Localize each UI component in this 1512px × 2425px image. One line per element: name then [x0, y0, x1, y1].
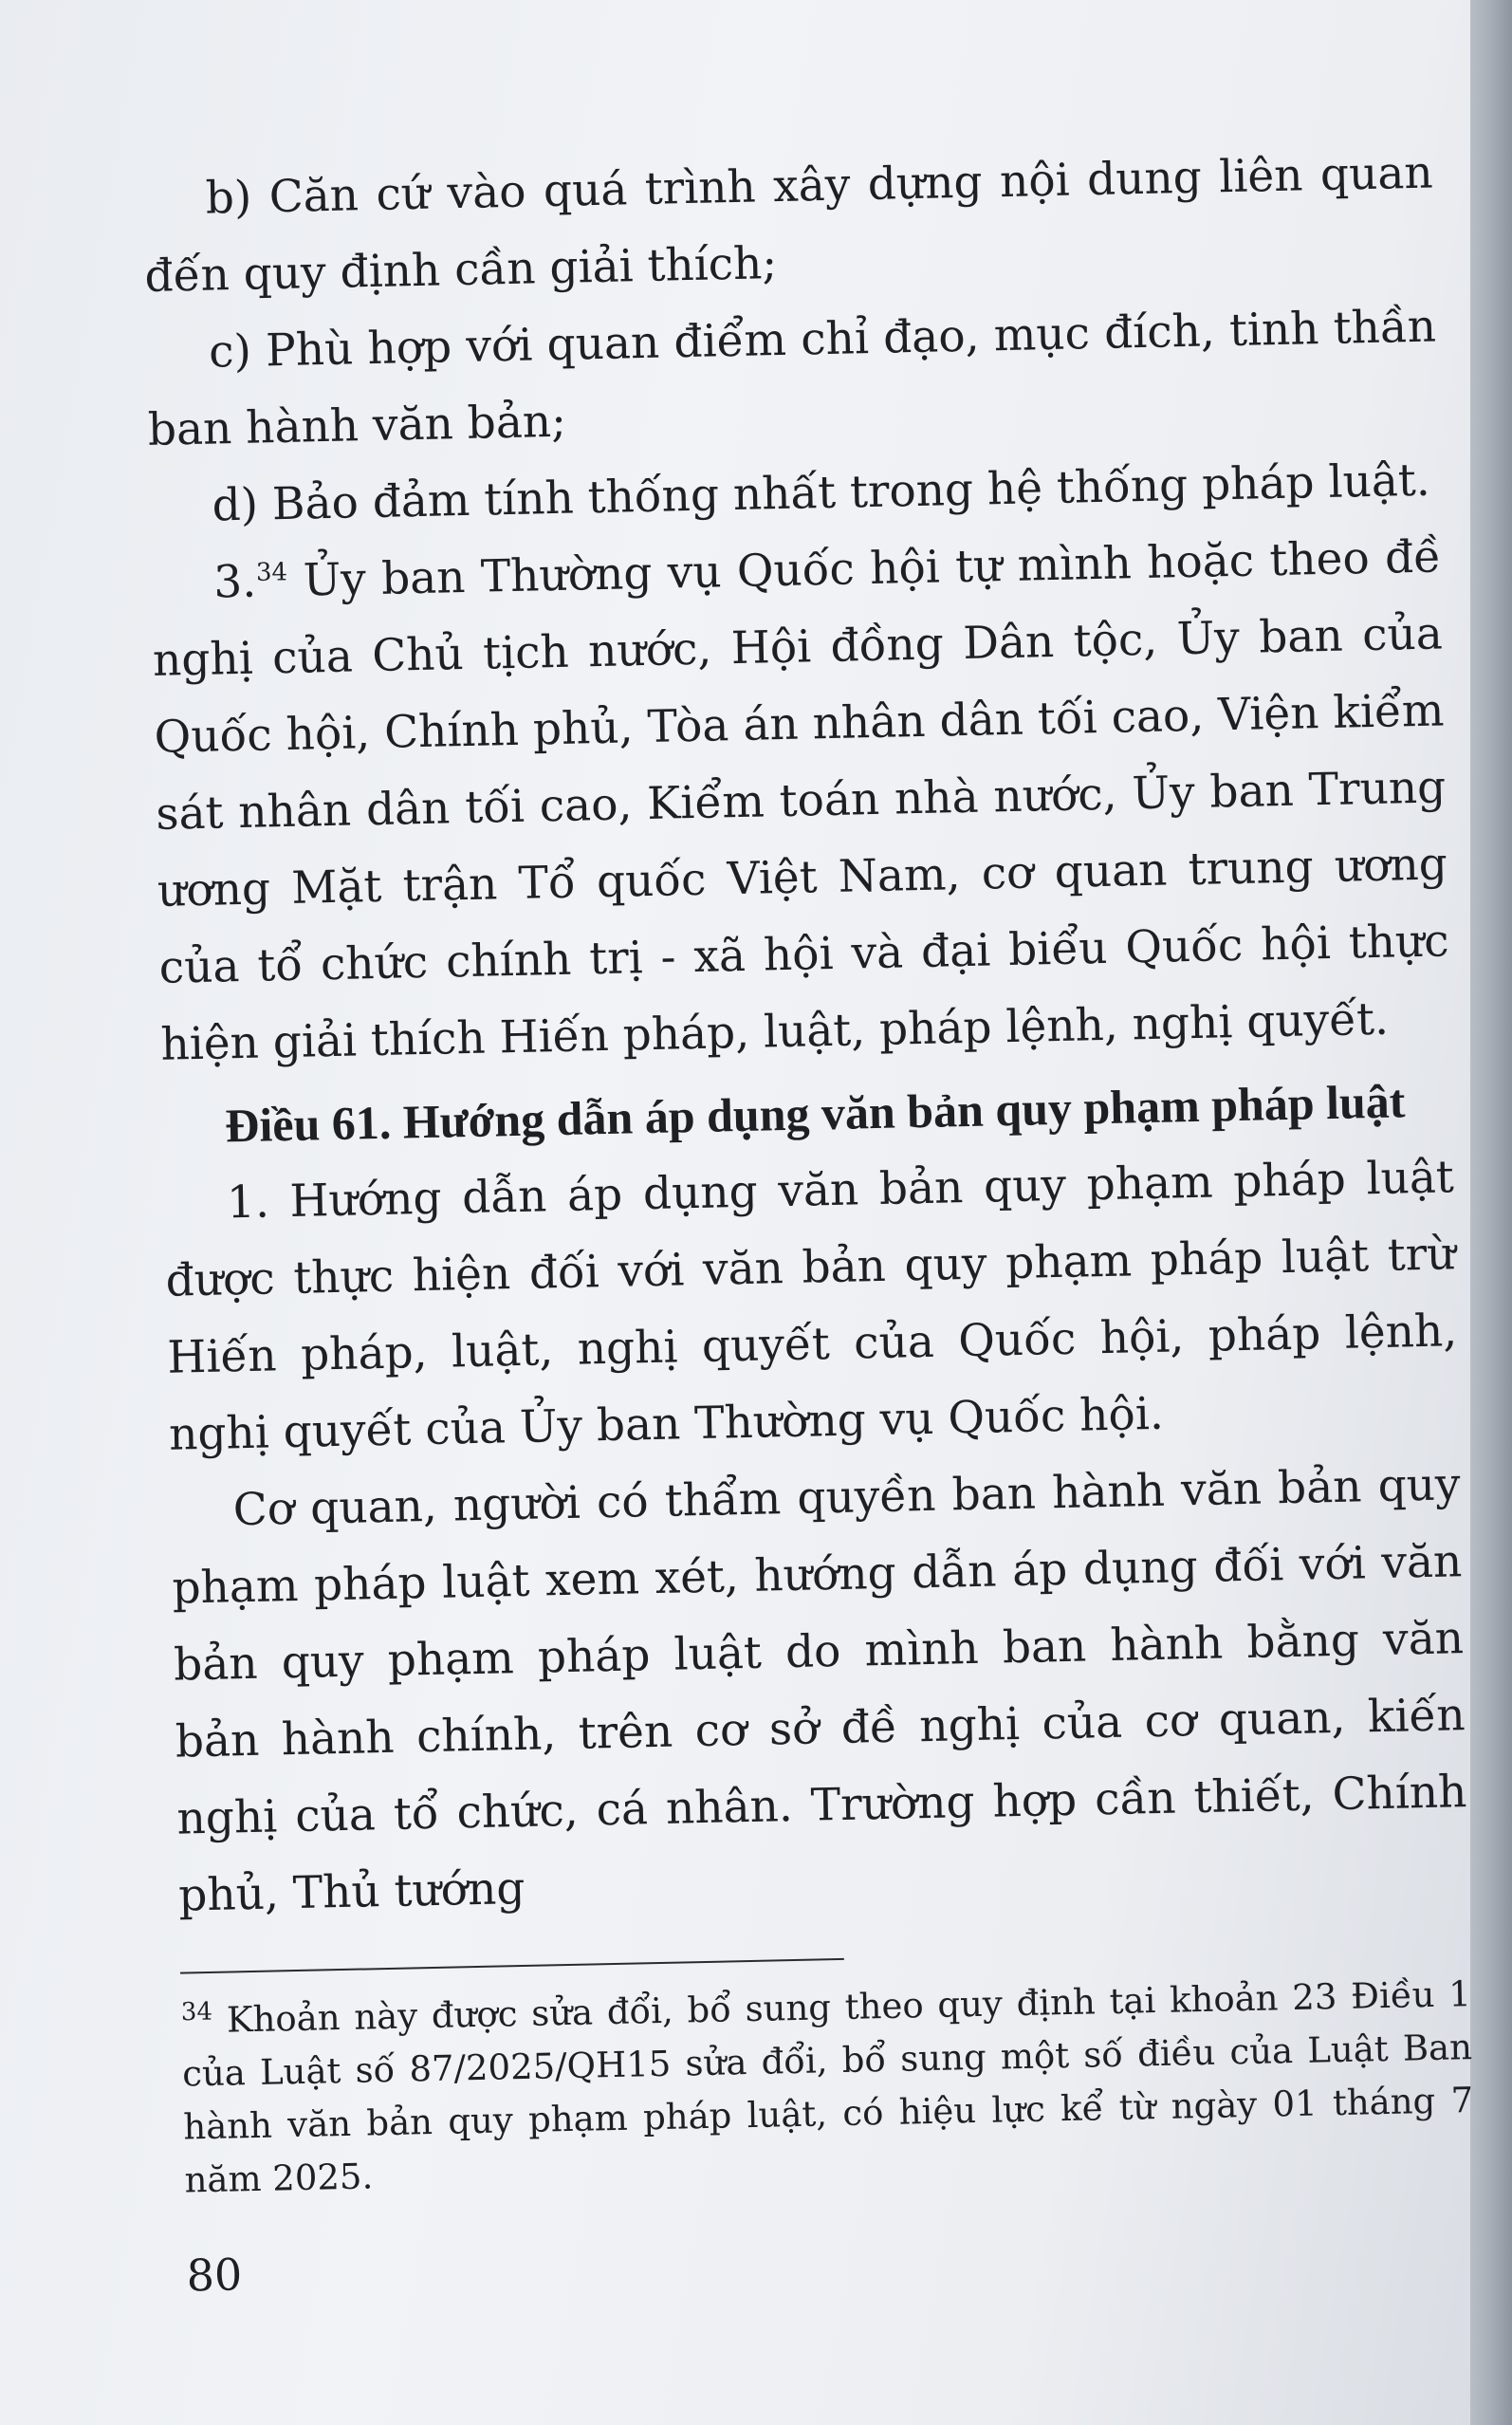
- clause-3-paragraph: [150, 518, 1451, 1083]
- page-number: 80: [186, 2249, 243, 2302]
- clause-3-number: 3.: [212, 555, 257, 609]
- item-d-paragraph: d) Bảo đảm tính thống nhất trong hệ thống pháp luật.: [212, 454, 1431, 532]
- footnote-number: 34: [180, 1997, 213, 2027]
- clause-1-paragraph: 1. Hướng dẫn áp dụng văn bản quy phạm pháp luật được thực hiện đối với văn bản quy phạm pháp luật trừ Hiến pháp, luật, nghị quyết của Quốc hội, pháp lệnh, nghị quyết của Ủy ban Thường vụ Quốc hội.: [165, 1151, 1458, 1461]
- footnote-text: Khoản này được sửa đổi, bổ sung theo quy định tại khoản 23 Điều 1 của Luật số 87/2025/QH15 sửa đổi, bổ sung một số điều của Luật Ban hành văn bản quy phạm pháp luật, có hiệu lực kể từ ngày 01 tháng 7 năm 2025.: [181, 1973, 1474, 2201]
- item-c-paragraph: c) Phù hợp với quan điểm chỉ đạo, mục đích, tinh thần ban hành văn bản;: [147, 300, 1437, 456]
- book-page-edge: [1470, 0, 1512, 2425]
- footnote-34: [180, 1968, 1474, 2207]
- item-b-paragraph: b) Căn cứ vào quá trình xây dựng nội dung liên quan đến quy định cần giải thích;: [143, 146, 1434, 303]
- footnote-separator: [180, 1958, 844, 1974]
- clause-1-second-paragraph: Cơ quan, người có thẩm quyền ban hành văn bản quy phạm pháp luật xem xét, hướng dẫn áp dụng đối với văn bản quy phạm pháp luật do mình ban hành bằng văn bản hành chính, trên cơ sở đề nghị của cơ quan, kiến nghị của tổ chức, cá nhân. Trường hợp cần thiết, Chính phủ, Thủ tướng: [171, 1458, 1467, 1922]
- page-content: [142, 135, 1477, 2303]
- footnote-reference-34: 34: [255, 558, 288, 587]
- clause-3-text: Ủy ban Thường vụ Quốc hội tự mình hoặc theo đề nghị của Chủ tịch nước, Hội đồng Dân tộc, Ủy ban của Quốc hội, Chính phủ, Tòa án nhân dân tối cao, Viện kiểm sát nhân dân tối cao, Kiểm toán nhà nước, Ủy ban Trung ương Mặt trận Tổ quốc Việt Nam, cơ quan trung ương của tổ chức chính trị - xã hội và đại biểu Quốc hội thực hiện giải thích Hiến pháp, luật, pháp lệnh, nghị quyết.: [152, 530, 1450, 1071]
- article-61-heading: Điều 61. Hướng dẫn áp dụng văn bản quy phạm pháp luật: [224, 1074, 1406, 1153]
